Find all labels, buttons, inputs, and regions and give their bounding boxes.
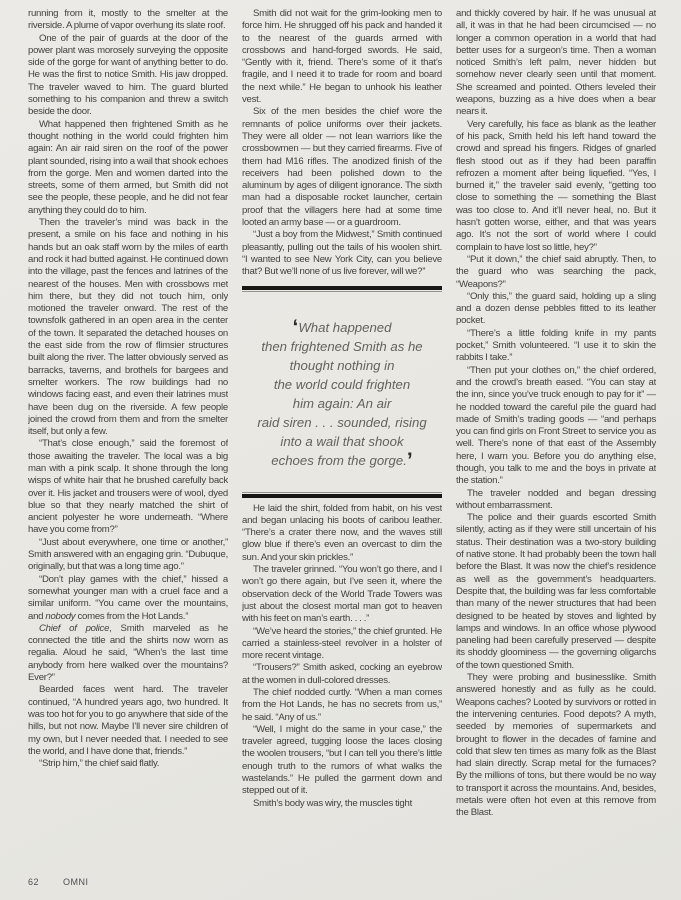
column-1 [28,8,228,820]
paragraph: “Strip him,” the chief said flatly. [39,758,160,770]
pull-quote-line: him again: An air [292,395,392,411]
pull-quote-line: raid siren . . . sounded, rising [257,414,427,430]
column-2-upper-text [242,8,442,279]
paragraph: Smith’s body was wiry, the muscles tight [253,797,412,809]
column-3 [456,8,656,820]
paragraph: “Put it down,” the chief said abruptly. Then, to the guard who was searching the pack, “Weapons?” [456,253,656,290]
paragraph: “Trousers?” Smith asked, cocking an eyebrow at the women in dull-colored dresses. [242,662,442,686]
column-2-lower-text [242,503,442,810]
paragraph: running from it, mostly to the smelter at the riverside. A plume of vapor overhung its slate roof. [28,8,228,32]
close-quote-mark: ’ [406,448,413,472]
paragraph: “Well, I might do the same in your case,” the traveler agreed, tugging loose the laces closing the woolen trousers, “but I can tell you there’s little enough truth to the rumors of what walks the wastelands.” He pulled the garment down and stepped out of it. [242,723,442,797]
paragraph: The chief nodded curtly. “When a man comes from the Hot Lands, he has no secrets from us,” he said. “Any of us.” [242,686,442,723]
paragraph: “We’ve heard the stories,” the chief grunted. He carried a stainless-steel revolver in a holster of more recent vintage. [242,625,442,662]
paragraph: Six of the men besides the chief wore the remnants of police uniforms over their jackets. They were all older — not lean warriors like the crossbowmen — but they carried firearms. Five of them had M16 rifles. The anodized finish of the receivers had been polished down to the aluminum by ages of diligent ignorance. The sixth man had a disposable rocket launcher, certain proof that the villagers here had at some time looted an army base — or a guardroom. [242,106,442,229]
column-2 [242,8,442,820]
pull-quote-line: into a wail that shook [280,433,404,449]
paragraph: and thickly covered by hair. If he was unusual at all, it was in that he had been circumcised — no longer a common operation in a world that had better uses for a surgeon’s time. Then a woman noticed Smith’s left palm, never hidden but somehow never clearly seen until that moment. She screamed and pointed. Others leveled their weapons, buzzing as a hive does when a bear nears it. [456,8,656,118]
paragraph: The police and their guards escorted Smith silently, acting as if they were still uncertain of his status. Their destination was a two-story building of native stone. It had probably been the town hall before the Blast. It was now the chief’s residence as well as the government’s headquarters. Despite that, the building was far less comfortable than many of the newer structures that had been designed to be heated by stoves and lighted by lamps and windows. In an office whose plywood paneling had been carefully preserved — despite its shoddy gloominess — the governing oligarchs of the town questioned Smith. [456,512,656,671]
text-columns [28,8,656,820]
magazine-name: OMNI [63,877,89,887]
paragraph: “Only this,” the guard said, holding up a sling and a dozen dense pebbles fitted to its leather pocket. [456,290,656,327]
pull-quote-line: thought nothing in [289,357,395,373]
page-number: 62 [28,877,40,887]
pull-quote-line: the world could frighten [273,376,411,392]
paragraph: “That’s close enough,” said the foremost of those awaiting the traveler. The local was a big man with a pink scalp. It shone through the long wisps of white hair that he brushed carefully back over it. His jacket and trousers were of wool, dyed blue so that they nearly matched the shirt of ancient polyester he wore underneath. “Where have you come from?” [28,438,228,536]
paragraph: What happened then frightened Smith as he thought nothing in the world could frighten him again: An air raid siren on the roof of the power plant sounded, rising into a wail that shook echoes from the gorge. Men and women darted into the streets, some of them armed, but Smith did not see the people, these people, and he did not fear anything they could do to him. [28,118,228,216]
paragraph: They were probing and businesslike. Smith answered honestly and as fully as he could. Weapons caches? Looted by survivors or rotted in the intervening centuries. Food depots? A myth, seeded by memories of supermarkets and brought to flower in the decades of famine and cold that slew ten times as many folk as the Blast had slain directly. Scrap metal for the furnaces? By the millions of tons, but there would be no way to transport it across the mountains. And, besides, metals were often hot even at this remove from the Blast. [456,672,656,819]
page-footer [28,877,89,887]
paragraph: He laid the shirt, folded from habit, on his vest and began unlacing his boots of caribou leather. “There’s a crater there now, and the waves still glow blue if there’s even an overcast to dim the sun. And your skin prickles.” [242,502,442,563]
paragraph: The traveler nodded and began dressing without embarrassment. [456,487,656,511]
pull-quote-bottom-rule [242,492,442,498]
pull-quote-line: echoes from the gorge.’ [271,448,413,472]
paragraph: One of the pair of guards at the door of the power plant was morosely surveying the opposite side of the gorge for want of anything better to do. He was the first to notice Smith. His jaw dropped. The traveler waved to him. The guard blurted something to his companion and threw a switch beside the door. [28,32,228,118]
pull-quote-text [242,292,442,492]
paragraph: Chief of police, Smith marveled as he connected the title and the shirts now worn as regalia. Aloud he said, “When’s the last time anybody from here walked over the mountains? Ever?” [28,622,228,684]
paragraph: “Just about everywhere, one time or another,” Smith answered with an engaging grin. “Dubuque, originally, but that was a long time ago.” [28,536,228,573]
pull-quote-line: then frightened Smith as he [261,338,423,354]
paragraph: Very carefully, his face as blank as the leather of his pack, Smith held his left hand toward the crowd and spread his fingers. Ridges of gnarled flesh stood out as if they had been paraffin refrozen a moment after being liquefied. “Yes, I burned it,” the traveler said evenly, “getting too close to something the — something the Blast was too close to. And it’ll never heal, no. But it hasn’t gotten worse, either, and that was years ago. It’s not the sort of world where I could complain to have lost so little, hey?” [456,118,656,253]
paragraph: “Don’t play games with the chief,” hissed a somewhat younger man with a cruel face and a similar uniform. “You came over the mountains, and nobody comes from the Hot Lands.” [28,573,228,622]
paragraph: “Just a boy from the Midwest,” Smith continued pleasantly, pulling out the tails of his woolen shirt. “I wanted to see New York City, can you believe that? But we’ll none of us live forever, will we?” [242,229,442,278]
paragraph: The traveler grinned. “You won’t go there, and I won’t go there again, but I’ve seen it, where the observation deck of the World Trade Towers was just about the closest mortal man got to heaven with his feet on man’s earth. . . .” [242,564,442,625]
paragraph: “Then put your clothes on,” the chief ordered, and the crowd’s breath eased. “You can stay at the inn, since you’ve truck enough to pay for it” — he nodded toward the careful pile the guard had made of Smith’s trading goods — “and perhaps you can find girls on Front Street to service you as well. There’s none of that east of the Assembly here, I warn you. Before you do anything else, though, you talk to me and the boys in private at the station.” [456,364,656,487]
paragraph: Then the traveler’s mind was back in the present, a smile on his face and nothing in his hands but an oak staff worn by the miles of earth and rock it had butted against. He continued down into the village, past the fences and latrines of the nearest of the houses. Men with crossbows met him there, but they did not touch him, only motioned the traveler onward. The rest of the townsfolk gathered in an open area in the center of the town. It separated the detached houses on the east side from the row of flimsier structures built along the river. The latter obviously served as barracks, taverns, and brothels for bargees and smelter workers. The row buildings had no windows facing east, and even their latrines must have been dug on the riverside. A few people joined the crowd from them and from the smelter itself, but only a few. [28,217,228,438]
paragraph: Smith did not wait for the grim-looking men to force him. He shrugged off his pack and handed it to the nearest of the guards armed with crossbows and hand-forged swords. He said, “Gently with it, friend. There’s some of it that’s fragile, and I need it to trade for room and board the next while.” He began to unhook his leather vest. [242,8,442,106]
paragraph: Bearded faces went hard. The traveler continued, “A hundred years ago, two hundred. It was too hot for you to go anywhere that side of the hills, but not now. Maybe I’ll never sire children of my own, but I never needed that. I needed to see the world, and I have done that, friends.” [28,684,228,757]
pull-quote-line: ‘What happened [292,315,392,339]
pull-quote-block [242,286,442,498]
open-quote-mark: ‘ [292,315,299,339]
paragraph: “There’s a little folding knife in my pants pocket,” Smith volunteered. “I use it to skin the rabbits I take.” [456,327,656,364]
